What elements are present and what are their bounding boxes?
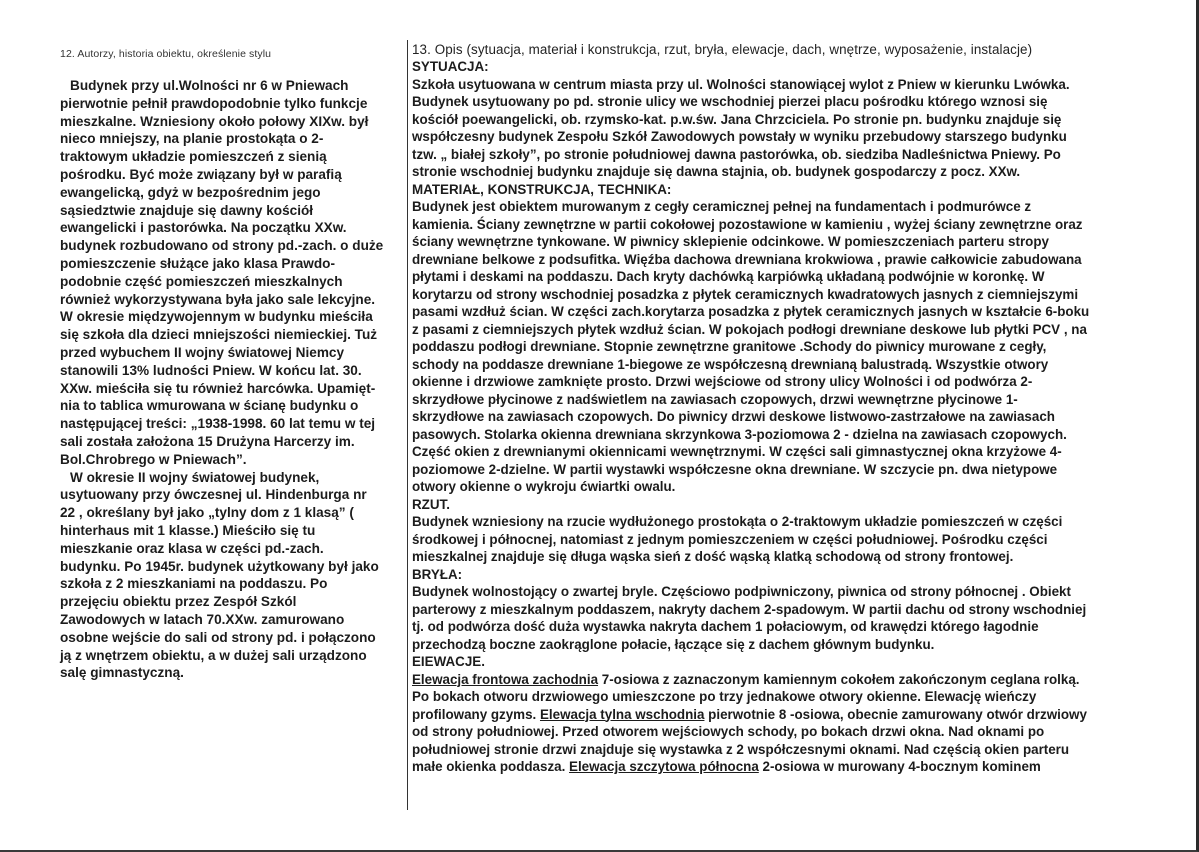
text-line: przechodzą boczne zaokrąglone połacie, łączące się z dachem głównym budynku.	[412, 636, 935, 652]
text-line: następującej treści: „1938-1998. 60 lat temu w tej	[60, 416, 376, 432]
text-line: nieco mniejszy, na planie prostokąta o 2-	[60, 131, 324, 147]
text-line: usytuowany przy ówczesnej ul. Hindenburga nr	[60, 487, 367, 503]
text-line: pierwotnie pełnił prawdopodobnie tylko funkcje	[60, 95, 368, 111]
text-line: przejęciu obiektu przez Zespół Szkól	[60, 594, 297, 610]
elevation-gable-label: Elewacja szczytowa północna	[569, 759, 759, 774]
text-line: hinterhaus mit 1 klasse.) Mieściło się tu	[60, 522, 316, 538]
text-line: mieszkanie oraz klasa w części pd.-zach.	[60, 540, 324, 556]
text-line: współczesny budynek Zespołu Szkół Zawodowych powstały w wyniku przebudowy starszego budynku	[412, 129, 1067, 144]
text-line: południowej stronie drzwi znajduje się wystawka z 2 współczesnymi oknami. Nad częścią okien parteru	[412, 741, 1070, 757]
text-line: okienne i drzwiowe zamknięte prosto. Drzwi wejściowe od strony ulicy Wolności i od podwórza 2-	[412, 374, 1033, 389]
text-fragment: małe okienka poddasza.	[412, 759, 570, 774]
text-line: salę gimnastyczną.	[60, 665, 184, 681]
elevation-front-label: Elewacja frontowa zachodnia	[412, 671, 599, 687]
text-line: EIEWACJE.	[412, 654, 485, 669]
history-column	[60, 48, 400, 682]
text-line: SYTUACJA:	[412, 59, 489, 74]
text-line: poziomowe 2-dzielne. W partii wystawki współczesne okna drewniane. W szczycie pn. dwa nietypowe	[412, 461, 1058, 477]
text-line: również wykorzystywana była jako sale lekcyjne.	[60, 291, 376, 307]
text-line: budynek rozbudowano od strony pd.-zach. o duże	[60, 238, 384, 254]
text-line: otwory okienne o wykroju ćwiartki owalu.	[412, 479, 676, 494]
elevation-rear-label: Elewacja tylna wschodnia	[539, 706, 705, 722]
text-line: budynku. Po 1945r. budynek użytkowany był jako	[60, 558, 379, 574]
text-line	[412, 706, 1150, 724]
text-line: W okresie II wojny światowej budynek,	[70, 469, 320, 485]
text-line: tj. od podwórza dość duża wystawka nakryta dachem 1 połaciowym, od krawędzi którego łagodnie	[412, 619, 1039, 634]
text-line: pomieszczenie służące jako klasa Prawdo-	[60, 255, 336, 271]
text-line: Budynek wolnostojący o zwartej bryle. Częściowo podpiwniczony, piwnica od strony północnej . Obiekt	[412, 584, 1071, 599]
text-line: Budynek przy ul.Wolności nr 6 w Pniewach	[70, 78, 349, 93]
text-line: Budynek jest obiektem murowanym z cegły ceramicznej pełnej na fundamentach i podmurówce z	[412, 199, 1032, 214]
text-line: przed wybuchem II wojny światowej Niemcy	[60, 344, 345, 360]
text-line: schody na poddasze drewniane 1-biegowe ze współczesną drewnianą balustradą. Wszystkie otwory	[412, 356, 1049, 372]
history-text	[60, 77, 400, 682]
text-line: osobne wejście do sali od strony pd. i połączono	[60, 629, 376, 645]
text-line: 22 , określany był jako „tylny dom z 1 klasą” (	[60, 505, 354, 521]
text-fragment: 7-osiowa z zaznaczonym kamiennym cokołem zakończonym ceglana rolką.	[598, 671, 1080, 687]
elevation-text	[412, 671, 1150, 776]
text-line: pośrodku. Być może związany był w parafią	[60, 166, 342, 182]
text-line: podobnie część pomieszczeń mieszkalnych	[60, 273, 343, 289]
text-line: Budynek usytuowany po pd. stronie ulicy we wschodniej pierzei placu pośrodku którego wznosi się	[412, 94, 1048, 109]
text-line: się szkoła dla dzieci mniejszości niemieckiej. Tuż	[60, 327, 378, 343]
text-line	[412, 671, 1150, 689]
text-fragment: pierwotnie 8 -osiowa, obecnie zamurowany otwór drzwiowy	[704, 706, 1087, 722]
text-line: korytarzu od strony wschodniej posadzka z płytek ceramicznych kwadratowych jasnych z ciemniejszymi	[412, 286, 1079, 302]
text-line: Część okien z drewnianymi okiennicami wewnętrznymi. W części sali gimnastycznej okna krzyżowe 4-	[412, 444, 1062, 459]
text-line: kościół poewangelicki, ob. rzymsko-kat. p.w.św. Jana Chrzciciela. Po stronie pn. budynku znajduje się	[412, 111, 1062, 127]
text-line: pasami wzdłuż ścian. W części zach.korytarza posadzka z płytek ceramicznych jasnych w kształcie 6-boku	[412, 304, 1090, 319]
description-heading: 13. Opis (sytuacja, materiał i konstrukcja, rzut, bryła, elewacje, dach, wnętrze, wyposażenie, instalacje)	[412, 42, 1033, 57]
text-line: mieszkalne. Wzniesiony około połowy XIXw. był	[60, 113, 369, 129]
text-line: Bol.Chrobrego w Pniewach”.	[60, 451, 247, 467]
text-line: szkoła z 2 mieszkaniami na poddaszu. Po	[60, 576, 328, 592]
text-line: płytami i deskami na poddaszu. Dach kryty dachówką karpiówką układaną podwójnie w koronkę. W	[412, 269, 1045, 284]
text-line: od strony południowej. Przed otworem wejściowych schody, po bokach drzwi okna. Nad oknami po	[412, 724, 1045, 739]
text-line: sali została założona 15 Drużyna Harcerzy im.	[60, 433, 355, 449]
text-line: nia to tablica wmurowana w ścianę budynku o	[60, 398, 359, 414]
text-line: Budynek wzniesiony na rzucie wydłużonego prostokąta o 2-traktowym układzie pomieszczeń w części	[412, 514, 1063, 529]
text-line: Po bokach otworu drzwiowego umieszczone po trzy jednakowe otwory okienne. Elewację wieńczy	[412, 689, 1037, 704]
history-heading: 12. Autorzy, historia obiektu, określenie stylu	[60, 48, 272, 60]
text-line: MATERIAŁ, KONSTRUKCJA, TECHNIKA:	[412, 181, 672, 197]
text-line: traktowym układzie pomieszczeń z sienią	[60, 149, 327, 165]
text-line: drewniane belkowe z podsufitka. Więźba dachowa drewniana krokwiowa , prawie całkowicie zabudowana	[412, 251, 1082, 267]
text-line: z pasami z ciemniejszych płytek wzdłuż ścian. W pokojach podłogi drewniane deskowe lub płytki PCV , na	[412, 321, 1087, 337]
text-line: mieszkalnej znajduje się długa wąska sień z dość wąską klatką schodową od strony frontowej.	[412, 549, 1014, 564]
text-line: sąsiedztwie znajduje się dawny kościół	[60, 202, 314, 218]
text-line: Szkoła usytuowana w centrum miasta przy ul. Wolności stanowiącej wylot z Pniew w kierunku Lwówka.	[412, 76, 1070, 92]
text-line: XXw. mieściła się tu również harcówka. Upamięt-	[60, 380, 376, 396]
text-fragment: profilowany gzyms.	[412, 706, 540, 722]
text-line: ewangelicką, gdyż w bezpośrednim jego	[60, 184, 321, 200]
text-line	[412, 758, 1150, 776]
text-line: ewangelicki i pastorówka. Na początku XXw.	[60, 220, 347, 236]
text-fragment: 2-osiowa w murowany 4-bocznym kominem	[758, 759, 1041, 774]
text-line: parterowy z mieszkalnym poddaszem, nakryty dachem 2-spadowym. W partii dachu od strony wschodniej	[412, 601, 1087, 617]
text-line: tzw. „ białej szkoły”, po stronie południowej dawna pastorówka, ob. siedziba Nadleśnictwa Pniewy. Po	[412, 146, 1061, 162]
text-line: ją z wnętrzem obiektu, a w dużej sali urządzono	[60, 647, 367, 663]
text-line: stanowili 13% ludności Pniew. W końcu lat. 30.	[60, 362, 362, 378]
description-text	[412, 58, 1150, 671]
text-line: środkowej i północnej, natomiast z jednym pomieszczeniem w części południowej. Pośrodku części	[412, 531, 1048, 547]
text-line: skrzydłowe na zawiasach czopowych. Do piwnicy drzwi deskowe listwowo-zastrzałowe na zawiasach	[412, 409, 1055, 424]
text-line: skrzydłowe płycinowe z nadświetlem na zawiasach czopowych, drzwi wewnętrzne płycinowe 1-	[412, 391, 1018, 407]
text-line: W okresie międzywojennym w budynku mieściła	[60, 309, 373, 325]
text-line: RZUT.	[412, 496, 450, 512]
text-line: pasowych. Stolarka okienna drewniana skrzynkowa 3-poziomowa 2 - dzielna na zawiasach czopowych.	[412, 426, 1067, 442]
column-divider	[407, 40, 408, 810]
text-line: stronie wschodniej budynku znajduje się dawna stajnia, ob. budynek gospodarczy z pocz. XXw.	[412, 164, 1021, 179]
text-line: BRYŁA:	[412, 566, 463, 582]
text-line: poddaszu podłogi drewniane. Stopnie zewnętrzne granitowe .Schody do piwnicy murowane z cegły,	[412, 339, 1047, 354]
text-line: ściany wewnętrzne tynkowane. W piwnicy sklepienie odcinkowe. W pomieszczeniach parteru stropy	[412, 234, 1049, 249]
description-column	[412, 42, 1150, 776]
text-line: Zawodowych w latach 70.XXw. zamurowano	[60, 611, 345, 627]
text-line: kamienia. Ściany zewnętrzne w partii cokołowej pozostawione w kamieniu , wyżej ściany zewnętrzne oraz	[412, 216, 1083, 232]
